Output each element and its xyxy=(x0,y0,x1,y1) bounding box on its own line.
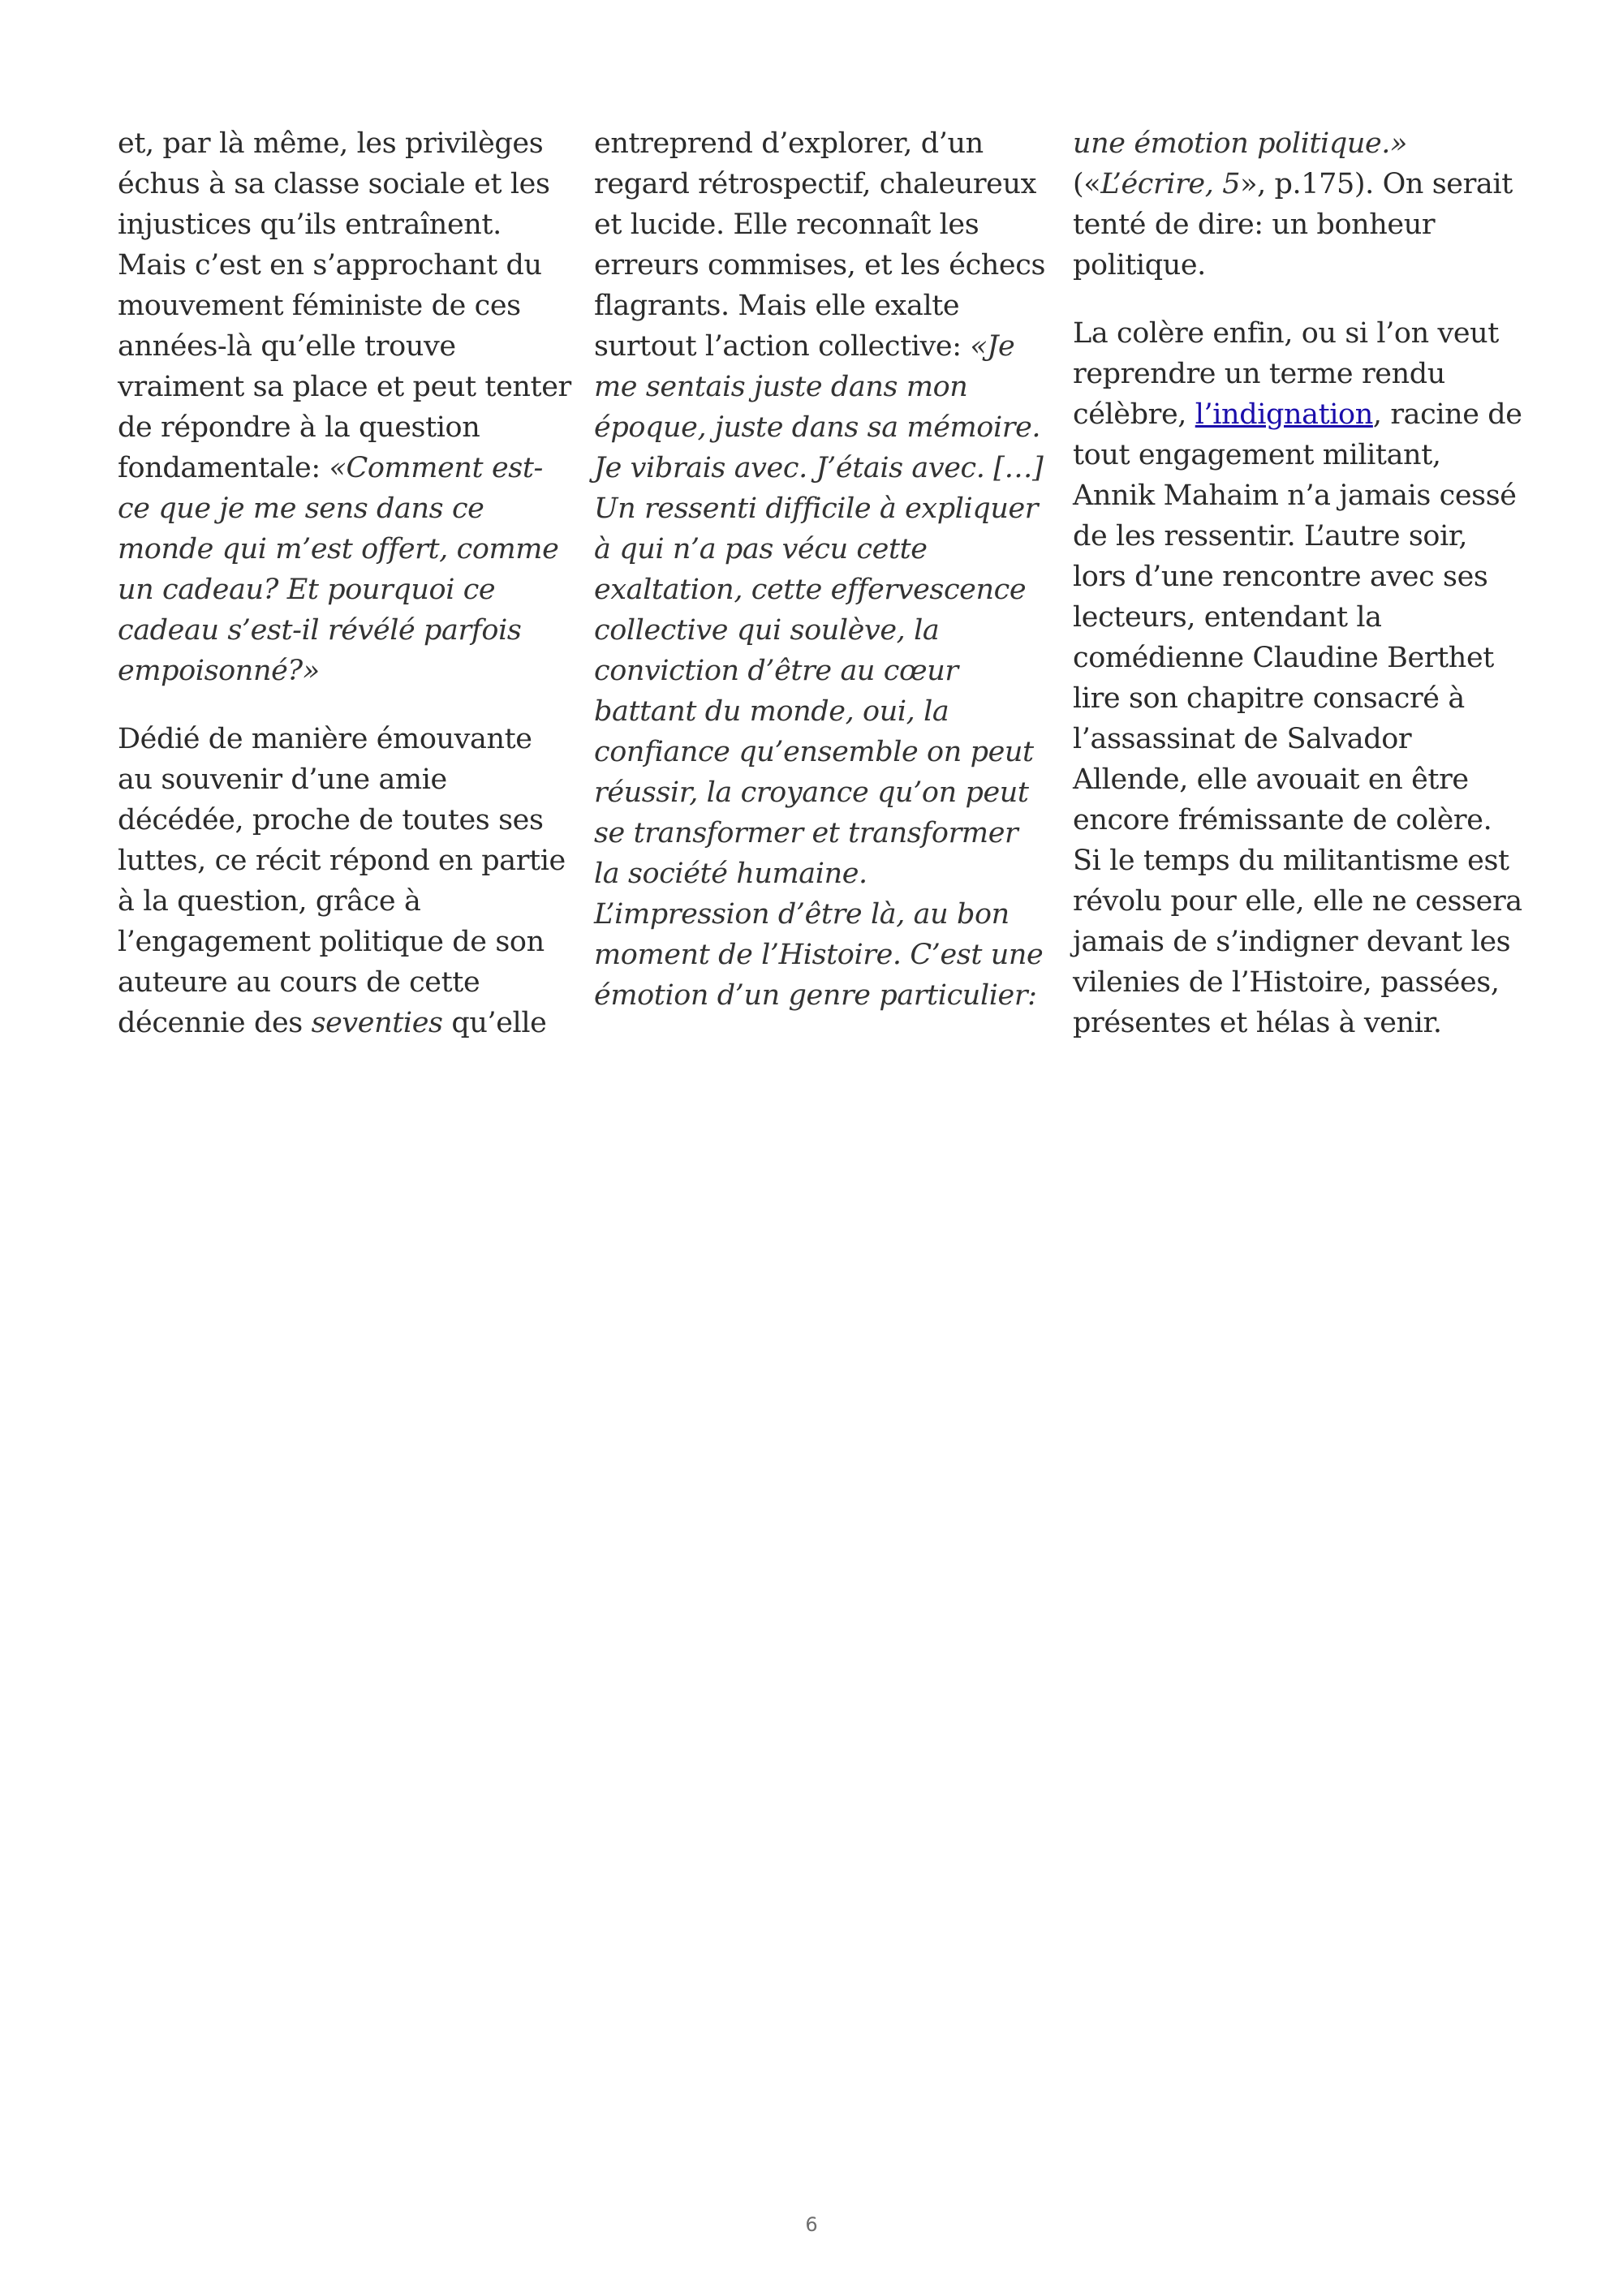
body-text: », p.175). On serait tenté de dire: un bonheur politique. xyxy=(1073,168,1513,282)
paragraph xyxy=(118,123,572,691)
paragraph xyxy=(594,123,1048,1016)
body-text: (« xyxy=(1073,168,1101,200)
quote-text: «Comment est-ce que je me sens dans ce monde qui m’est offert, comme un cadeau? Et pourquoi ce cadeau s’est-il révélé parfois empoisonné?» xyxy=(118,452,559,687)
indignation-link[interactable]: l’indignation xyxy=(1195,398,1373,431)
quote-text: une émotion politique.» xyxy=(1073,127,1408,160)
text-column-1 xyxy=(118,123,572,1043)
text-column-3 xyxy=(1073,123,1527,1043)
body-text: , racine de tout engagement militant, Annik Mahaim n’a jamais cessé de les ressentir. L’autre soir, lors d’une rencontre avec ses lecteurs, entendant la comédienne Claudine Berthet lire son chapitre consacré à l’assassinat de Salvador Allende, elle avouait en être encore frémissante de colère. Si le temps du militantisme est révolu pour elle, elle ne cessera jamais de s’indigner devant les vilenies de l’Histoire, passées, présentes et hélas à venir. xyxy=(1073,398,1522,1039)
body-text: entreprend d’explorer, d’un regard rétrospectif, chaleureux et lucide. Elle reconnaît les erreurs commises, et les échecs flagrants. Mais elle exalte surtout l’action collective: xyxy=(594,127,1046,363)
quote-text: «Je me sentais juste dans mon époque, juste dans sa mémoire. Je vibrais avec. J’étais avec. […] Un ressenti difficile à expliquer à qui n’a pas vécu cette exaltation, cette effervescence collective qui soulève, la conviction d’être au cœur battant du monde, oui, la confiance qu’ensemble on peut réussir, la croyance qu’on peut se transformer et transformer la société humaine. L’impression d’être là, au bon moment de l’Histoire. C’est une émotion d’un genre particulier: xyxy=(594,330,1044,1012)
source-title: L’écrire, 5 xyxy=(1100,168,1241,200)
body-text: Dédié de manière émouvante au souvenir d’une amie décédée, proche de toutes ses luttes, ce récit répond en partie à la question, grâce à l’engagement politique de son auteure au cours de cette décennie des xyxy=(118,723,566,1039)
paragraph xyxy=(1073,313,1527,1043)
page-number: 6 xyxy=(805,2213,818,2236)
body-text: et, par là même, les privilèges échus à sa classe sociale et les injustices qu’ils entraînent. Mais c’est en s’approchant du mouvement féministe de ces années-là qu’elle trouve vraiment sa place et peut tenter de répondre à la question fondamentale: xyxy=(118,127,571,484)
paragraph xyxy=(118,719,572,1043)
text-column-2 xyxy=(594,123,1048,1016)
body-text: qu’elle xyxy=(442,1007,547,1039)
paragraph xyxy=(1073,123,1527,286)
body-text: La colère enfin, ou si l’on veut reprendre un terme rendu célèbre, xyxy=(1073,317,1499,431)
emphasis-text: seventies xyxy=(311,1007,443,1039)
